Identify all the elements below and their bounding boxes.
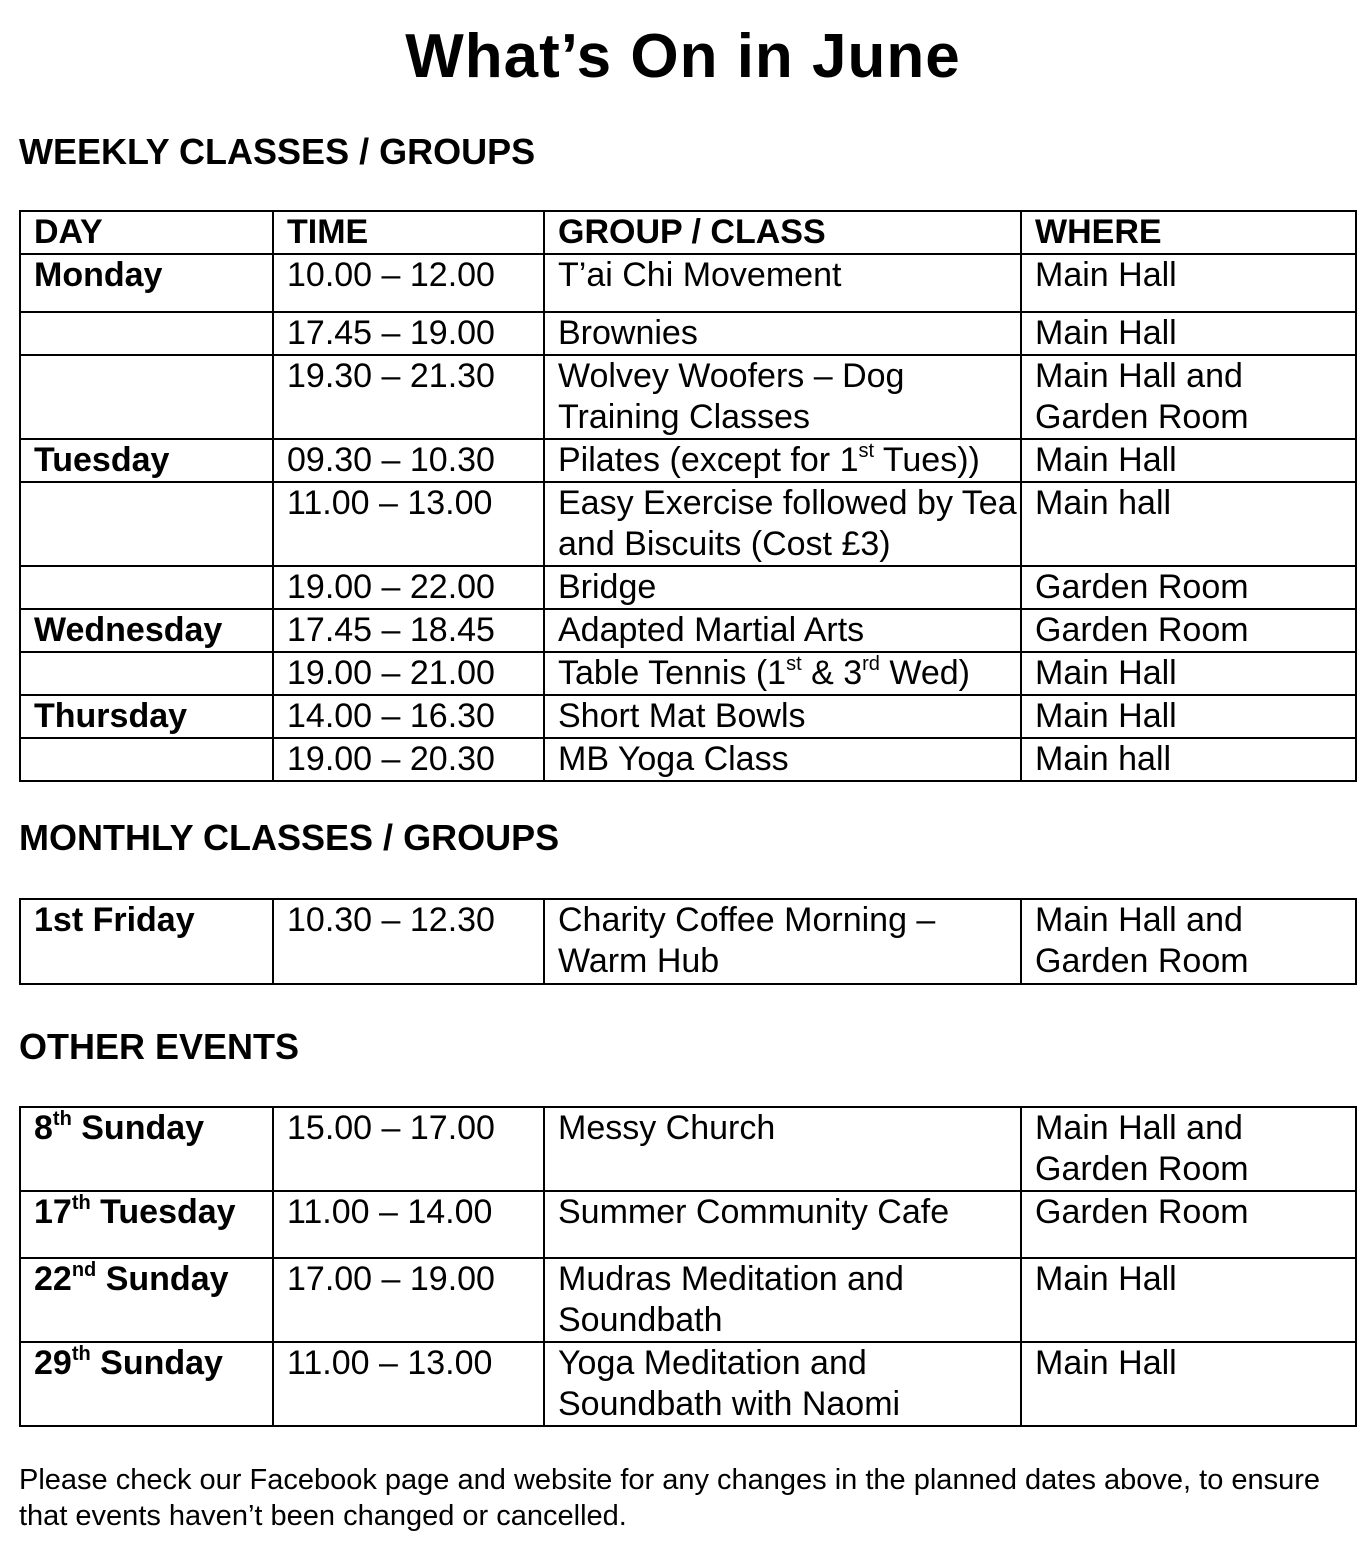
group-cell: Summer Community Cafe [544, 1191, 1021, 1258]
group-text: Wed) [879, 654, 970, 692]
day-cell [20, 738, 273, 781]
time-cell: 11.00 – 13.00 [273, 1342, 544, 1426]
time-cell: 09.30 – 10.30 [273, 439, 544, 482]
day-cell: 1st Friday [20, 899, 273, 984]
time-cell: 17.00 – 19.00 [273, 1258, 544, 1342]
table-row [20, 355, 1356, 439]
day-name: Sunday [90, 1344, 223, 1382]
footer-note: Please check our Facebook page and website for any changes in the planned dates above, to ensure that events haven’t been changed or cancelled. [19, 1464, 1321, 1532]
table-row [20, 482, 1356, 566]
table-row [20, 439, 1356, 482]
table-row [20, 1258, 1356, 1342]
monthly-heading: MONTHLY CLASSES / GROUPS [19, 817, 560, 858]
day-cell: Tuesday [20, 439, 273, 482]
group-cell: Yoga Meditation and Soundbath with Naomi [544, 1342, 1021, 1426]
where-cell: Main Hall [1021, 695, 1356, 738]
where-cell: Main hall [1021, 482, 1356, 566]
time-cell: 10.00 – 12.00 [273, 254, 544, 312]
day-cell [20, 312, 273, 355]
time-cell: 19.00 – 22.00 [273, 566, 544, 609]
time-cell: 11.00 – 14.00 [273, 1191, 544, 1258]
table-row [20, 312, 1356, 355]
group-text: Table Tennis (1 [558, 654, 787, 692]
day-cell [20, 652, 273, 695]
table-row [20, 899, 1356, 984]
group-cell: Mudras Meditation and Soundbath [544, 1258, 1021, 1342]
where-cell: Main Hall [1021, 254, 1356, 312]
table-row [20, 695, 1356, 738]
day-cell [20, 566, 273, 609]
group-text: Pilates (except for 1 [558, 441, 859, 479]
where-cell: Main Hall [1021, 1342, 1356, 1426]
other-events-heading: OTHER EVENTS [19, 1026, 300, 1067]
monthly-schedule-table [19, 898, 1357, 985]
group-cell: MB Yoga Class [544, 738, 1021, 781]
day-number: 22 [34, 1260, 72, 1298]
where-cell: Main Hall [1021, 439, 1356, 482]
header-day: DAY [20, 211, 273, 254]
table-row [20, 1342, 1356, 1426]
group-cell: Wolvey Woofers – Dog Training Classes [544, 355, 1021, 439]
group-cell [544, 439, 1021, 482]
day-cell [20, 1107, 273, 1191]
table-row [20, 609, 1356, 652]
where-cell: Main Hall and Garden Room [1021, 899, 1356, 984]
ordinal-suffix: nd [71, 1258, 97, 1281]
day-cell: Thursday [20, 695, 273, 738]
table-row [20, 738, 1356, 781]
where-cell: Main Hall and Garden Room [1021, 1107, 1356, 1191]
ordinal-suffix: th [71, 1342, 91, 1365]
day-cell [20, 355, 273, 439]
time-cell: 14.00 – 16.30 [273, 695, 544, 738]
ordinal-suffix: st [858, 439, 875, 462]
time-cell: 10.30 – 12.30 [273, 899, 544, 984]
time-cell: 15.00 – 17.00 [273, 1107, 544, 1191]
day-cell [20, 1342, 273, 1426]
day-cell [20, 482, 273, 566]
day-name: Sunday [96, 1260, 229, 1298]
ordinal-suffix: th [71, 1191, 91, 1214]
group-text: Tues)) [874, 441, 980, 479]
where-cell: Main Hall [1021, 652, 1356, 695]
weekly-heading: WEEKLY CLASSES / GROUPS [19, 131, 536, 172]
day-cell [20, 1191, 273, 1258]
where-cell: Main Hall [1021, 1258, 1356, 1342]
time-cell: 17.45 – 18.45 [273, 609, 544, 652]
group-cell: Easy Exercise followed by Tea and Biscuits (Cost £3) [544, 482, 1021, 566]
table-row [20, 566, 1356, 609]
group-cell: Short Mat Bowls [544, 695, 1021, 738]
group-cell: T’ai Chi Movement [544, 254, 1021, 312]
group-cell: Messy Church [544, 1107, 1021, 1191]
header-where: WHERE [1021, 211, 1356, 254]
header-group: GROUP / CLASS [544, 211, 1021, 254]
time-cell: 11.00 – 13.00 [273, 482, 544, 566]
time-cell: 19.30 – 21.30 [273, 355, 544, 439]
weekly-schedule-table [19, 210, 1357, 782]
day-number: 17 [34, 1193, 72, 1231]
time-cell: 17.45 – 19.00 [273, 312, 544, 355]
group-cell: Charity Coffee Morning – Warm Hub [544, 899, 1021, 984]
where-cell: Main Hall [1021, 312, 1356, 355]
where-cell: Garden Room [1021, 566, 1356, 609]
ordinal-suffix: rd [862, 652, 880, 675]
group-cell: Bridge [544, 566, 1021, 609]
ordinal-suffix: st [786, 652, 802, 675]
table-row [20, 652, 1356, 695]
day-name: Tuesday [90, 1193, 236, 1231]
day-number: 29 [34, 1344, 72, 1382]
table-header-row [20, 211, 1356, 254]
day-name: Sunday [71, 1109, 205, 1147]
other-events-table [19, 1106, 1357, 1427]
page-title: What’s On in June [405, 22, 961, 91]
day-number: 8 [34, 1109, 53, 1147]
where-cell: Garden Room [1021, 609, 1356, 652]
where-cell: Main Hall and Garden Room [1021, 355, 1356, 439]
group-cell [544, 652, 1021, 695]
table-row [20, 254, 1356, 312]
time-cell: 19.00 – 21.00 [273, 652, 544, 695]
where-cell: Garden Room [1021, 1191, 1356, 1258]
group-text: & 3 [801, 654, 863, 692]
day-cell: Wednesday [20, 609, 273, 652]
table-row [20, 1191, 1356, 1258]
header-time: TIME [273, 211, 544, 254]
ordinal-suffix: th [52, 1107, 72, 1130]
day-cell [20, 1258, 273, 1342]
where-cell: Main hall [1021, 738, 1356, 781]
day-cell: Monday [20, 254, 273, 312]
table-row [20, 1107, 1356, 1191]
time-cell: 19.00 – 20.30 [273, 738, 544, 781]
group-cell: Brownies [544, 312, 1021, 355]
group-cell: Adapted Martial Arts [544, 609, 1021, 652]
